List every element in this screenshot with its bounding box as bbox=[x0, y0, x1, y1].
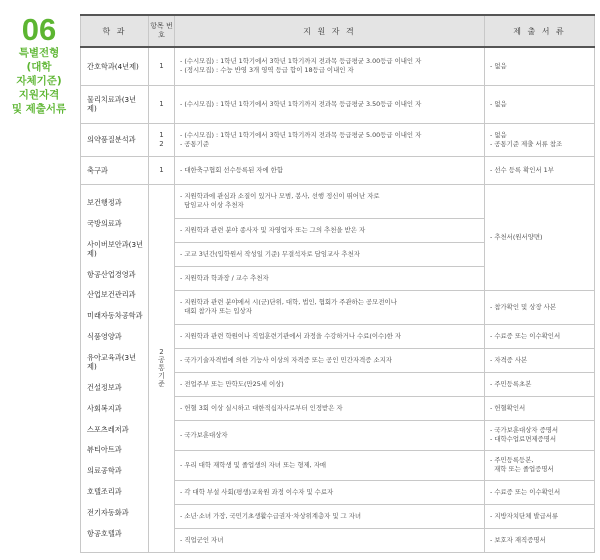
qualification-line: - 우리 대학 재학생 및 졸업생의 자녀 또는 형제, 자매 bbox=[180, 460, 327, 469]
qualification-line: - 각 대학 부설 사회(평생)교육원 과정 이수자 및 수료자 bbox=[180, 487, 334, 496]
documents-line: - 지방자치단체 발급서류 bbox=[490, 511, 559, 520]
dept-name: 사이버보안과(3년제) bbox=[87, 239, 143, 258]
qualification-line: - 지원학과 관련 분야에서 시(군)단위, 대학, 법인, 협회가 주관하는 공모전이나 bbox=[180, 298, 397, 306]
admission-qualification-table bbox=[80, 14, 595, 553]
qualification bbox=[175, 480, 485, 504]
documents bbox=[485, 85, 595, 123]
section-title-line: (대학 bbox=[26, 61, 52, 73]
qualification-line: - (수시모집) : 1학년 1학기에서 3학년 1학기까지 전과목 등급평균 5.00등급 이내인 자 bbox=[180, 130, 422, 139]
documents-line: - 대학수업료면제증명서 bbox=[490, 435, 557, 443]
documents-line: - 공통기준 제출 서류 참조 bbox=[490, 139, 563, 148]
section-title-line: 특별전형 bbox=[18, 47, 60, 59]
documents-line: - 헌혈확인서 bbox=[490, 403, 526, 412]
qualification-line: 대회 참가자 또는 입상자 bbox=[180, 307, 252, 315]
qualification-line: - (정시모집) : 수능 반영 3개 영역 등급 합이 18등급 이내인 자 bbox=[180, 66, 354, 75]
qualification-line: - 전업주부 또는 만학도(만25세 이상) bbox=[180, 379, 284, 388]
qualification bbox=[175, 396, 485, 420]
dept-name: 물리치료과(3년제) bbox=[81, 85, 149, 123]
qualification-line: - 공통기준 bbox=[180, 139, 210, 148]
documents bbox=[485, 504, 595, 528]
header-item-number: 항목 번호 bbox=[149, 15, 175, 47]
documents-line: - 참가확인 및 상장 사본 bbox=[490, 302, 556, 311]
table-row bbox=[81, 123, 595, 156]
dept-name: 간호학과(4년제) bbox=[81, 47, 149, 85]
documents-recommendation-line: - 추천서(원서양면) bbox=[490, 232, 543, 241]
qualification-line: - 지원학과 학과장 / 교수 추천자 bbox=[180, 273, 269, 282]
qualification bbox=[175, 528, 485, 552]
qualification bbox=[175, 266, 485, 290]
dept-name: 국방의료과 bbox=[87, 218, 122, 228]
qualification-line: - 국가기술자격법에 의한 기능사 이상의 자격증 또는 공인 민간자격증 소지자 bbox=[180, 355, 392, 364]
item-number: 1 bbox=[149, 47, 175, 85]
dept-name: 사회복지과 bbox=[87, 403, 122, 413]
documents-line: - 없음 bbox=[490, 61, 507, 70]
documents bbox=[485, 47, 595, 85]
documents bbox=[485, 156, 595, 184]
documents bbox=[485, 123, 595, 156]
documents-line: - 주민등록등본, bbox=[490, 456, 534, 464]
section-heading bbox=[0, 14, 78, 116]
table-row bbox=[81, 85, 595, 123]
qualification bbox=[175, 184, 485, 218]
documents-line: - 보호자 재직증명서 bbox=[490, 535, 546, 544]
qualification bbox=[175, 218, 485, 242]
qualification bbox=[175, 348, 485, 372]
documents bbox=[485, 324, 595, 348]
table-row bbox=[81, 156, 595, 184]
dept-name: 스포츠레저과 bbox=[87, 424, 129, 434]
section-title-line: 지원자격 bbox=[18, 89, 60, 101]
dept-name: 축구과 bbox=[81, 156, 149, 184]
section-title bbox=[0, 46, 78, 116]
dept-name: 호텔조리과 bbox=[87, 487, 122, 497]
dept-name: 건설정보과 bbox=[87, 382, 122, 392]
dept-name: 유아교육과(3년제) bbox=[87, 353, 137, 372]
qualification bbox=[175, 242, 485, 266]
dept-name: 산업보건관리과 bbox=[87, 290, 136, 300]
qualification-line: - 소년·소녀 가장, 국민기초생활수급권자·차상위계층자 및 그 자녀 bbox=[180, 511, 362, 520]
documents-line: - 국가보훈대상자 증명서 bbox=[490, 426, 559, 434]
qualification-line: - 헌혈 3회 이상 실시하고 대한적십자사로부터 인정받은 자 bbox=[180, 403, 343, 412]
documents bbox=[485, 348, 595, 372]
qualification bbox=[175, 450, 485, 480]
qualification bbox=[175, 372, 485, 396]
qualification-line: - 직업군인 자녀 bbox=[180, 535, 224, 544]
dept-name: 전기자동화과 bbox=[87, 508, 129, 518]
dept-name: 의약품질분석과 bbox=[81, 123, 149, 156]
qualification-line: - (수시모집) : 1학년 1학기에서 3학년 1학기까지 전과목 등급평균 3.50등급 이내인 자 bbox=[180, 99, 422, 108]
documents bbox=[485, 528, 595, 552]
documents-line: - 주민등록초본 bbox=[490, 379, 532, 388]
dept-name: 항공호텔과 bbox=[87, 528, 122, 538]
documents bbox=[485, 450, 595, 480]
qualification-line: - (수시모집) : 1학년 1학기에서 3학년 1학기까지 전과목 등급평균 3.00등급 이내인 자 bbox=[180, 57, 422, 66]
documents bbox=[485, 420, 595, 450]
item-number: 1 2 bbox=[149, 123, 175, 156]
header-dept: 학 과 bbox=[81, 15, 149, 47]
documents-line: - 수료증 또는 이수확인서 bbox=[490, 331, 561, 340]
qualification-line: - 지원학과 관련 분야 종사자 및 자영업자 또는 그의 추천을 받은 자 bbox=[180, 225, 366, 234]
documents bbox=[485, 396, 595, 420]
documents-line: - 없음 bbox=[490, 99, 507, 108]
table-row bbox=[81, 184, 595, 218]
section-number: 06 bbox=[21, 12, 57, 47]
documents bbox=[485, 480, 595, 504]
dept-name: 보건행정과 bbox=[87, 198, 122, 207]
qualification bbox=[175, 420, 485, 450]
documents-line: - 수료증 또는 이수확인서 bbox=[490, 487, 561, 496]
item-number-common: 2공통기준 bbox=[149, 184, 175, 552]
common-dept-list bbox=[81, 184, 149, 552]
documents-line: 재학 또는 졸업증명서 bbox=[490, 465, 554, 473]
documents bbox=[485, 290, 595, 324]
header-qualification: 지 원 자 격 bbox=[175, 15, 485, 47]
qualification-line: - 지원학과에 관심과 소질이 있거나 모범, 봉사, 선행 정신이 뛰어난 자로 bbox=[180, 192, 380, 200]
table-header-row bbox=[81, 15, 595, 47]
qualification bbox=[175, 123, 485, 156]
qualification bbox=[175, 85, 485, 123]
qualification-line: - 대한축구협회 선수등록된 자에 한함 bbox=[180, 165, 284, 174]
section-title-line: 및 제출서류 bbox=[11, 103, 67, 115]
qualification bbox=[175, 290, 485, 324]
dept-name: 식품영양과 bbox=[87, 332, 122, 342]
qualification bbox=[175, 504, 485, 528]
documents-line: - 자격증 사본 bbox=[490, 355, 528, 364]
qualification bbox=[175, 47, 485, 85]
qualification-line: - 고교 3년간(입학원서 작성일 기준) 무결석자로 담임교사 추천자 bbox=[180, 249, 360, 258]
qualification-line: - 국가보훈대상자 bbox=[180, 430, 228, 439]
dept-name: 항공산업경영과 bbox=[87, 269, 136, 279]
dept-name: 미래자동차공학과 bbox=[87, 311, 143, 321]
qualification bbox=[175, 156, 485, 184]
documents-recommendation bbox=[485, 184, 595, 290]
documents-line: - 선수 등록 확인서 1부 bbox=[490, 165, 554, 174]
documents bbox=[485, 372, 595, 396]
table-row bbox=[81, 47, 595, 85]
item-number: 1 bbox=[149, 156, 175, 184]
dept-name: 의료공학과 bbox=[87, 466, 122, 476]
section-title-line: 자체기준) bbox=[16, 75, 62, 87]
qualification-line: - 지원학과 관련 학원이나 직업훈련기관에서 과정을 수강하거나 수료(이수)한 자 bbox=[180, 331, 402, 340]
item-number: 1 bbox=[149, 85, 175, 123]
documents-line: - 없음 bbox=[490, 130, 507, 139]
dept-name: 뷰티아트과 bbox=[87, 445, 122, 455]
qualification-line: 담임교사 이상 추천자 bbox=[180, 201, 244, 209]
header-documents: 제 출 서 류 bbox=[485, 15, 595, 47]
qualification bbox=[175, 324, 485, 348]
